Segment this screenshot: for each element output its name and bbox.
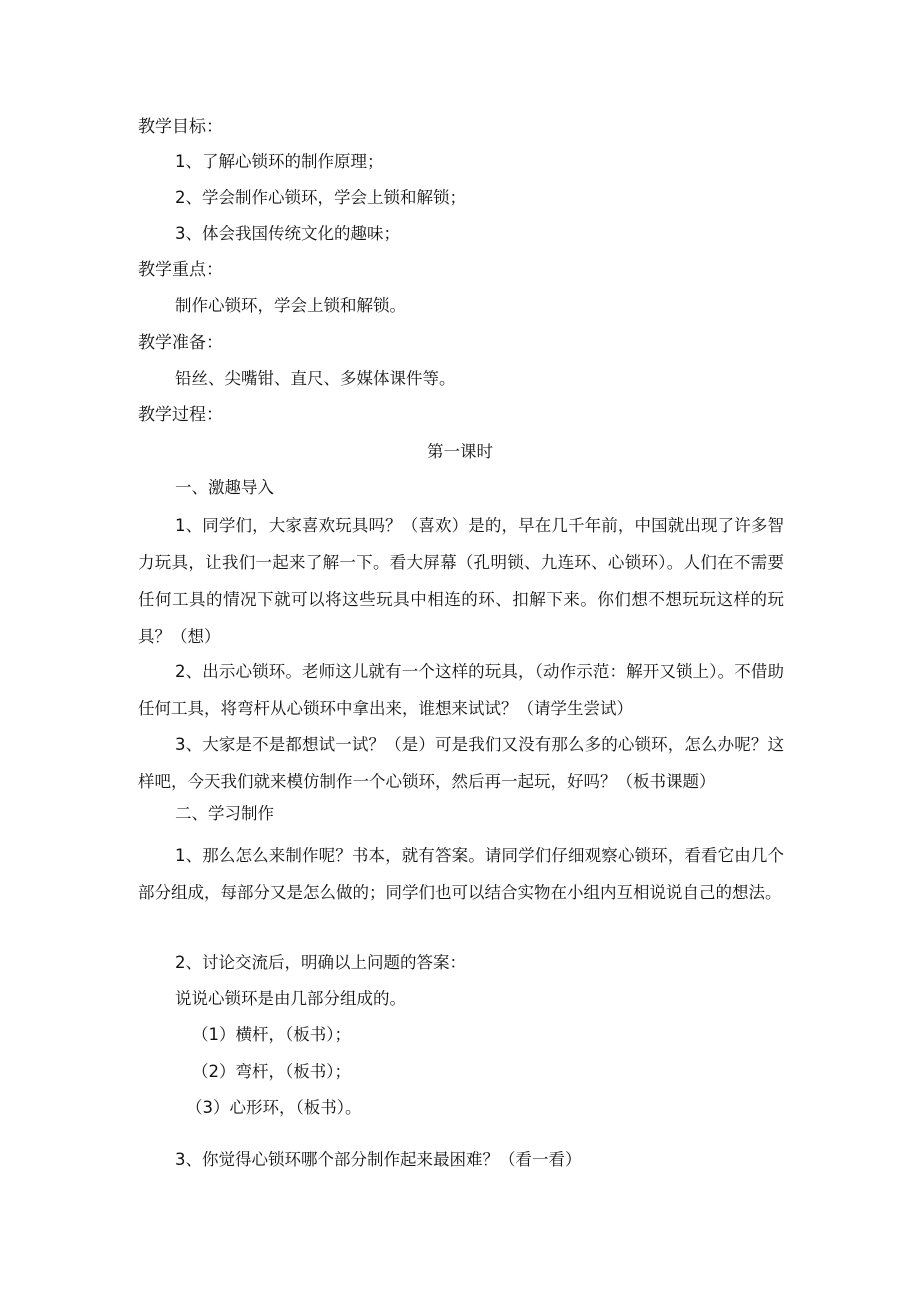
goal-item: 3、体会我国传统文化的趣味； [175,224,400,243]
part2-paragraph-3: 3、你觉得心锁环哪个部分制作起来最困难？（看一看） [175,1150,582,1169]
parts-list-item: （3）心形环，（板书）。 [186,1098,362,1117]
process-heading: 教学过程： [138,405,223,425]
parts-list-item: （1）横杆，（板书）； [192,1025,351,1044]
focus-heading: 教学重点： [138,260,223,280]
part2-paragraph-2: 2、讨论交流后，明确以上问题的答案： [175,953,466,972]
part1-paragraph-2: 2、出示心锁环。老师这儿就有一个这样的玩具，（动作示范：解开又锁上）。不借助任何工具，将弯杆从心锁环中拿出来，谁想来试试？（请学生尝试） [138,662,784,718]
focus-text: 制作心锁环，学会上锁和解锁。 [175,296,406,315]
prep-heading: 教学准备： [138,333,223,353]
goal-item: 2、学会制作心锁环，学会上锁和解锁； [175,188,466,207]
part2-paragraph-2b: 说说心锁环是由几部分组成的。 [175,989,406,1008]
part1-heading: 一、激趣导入 [175,478,274,497]
part2-paragraph-1: 1、那么怎么来制作呢？书本，就有答案。请同学们仔细观察心锁环，看看它由几个部分组成，每部分又是怎么做的；同学们也可以结合实物在小组内互相说说自己的想法。 [138,846,784,902]
part2-heading: 二、学习制作 [175,804,274,823]
part1-paragraph-1: 1、同学们，大家喜欢玩具吗？（喜欢）是的，早在几千年前，中国就出现了许多智力玩具，让我们一起来了解一下。看大屏幕（孔明锁、九连环、心锁环）。人们在不需要任何工具的情况下就可以将这些玩具中相连的环、扣解下来。你们想不想玩玩这样的玩具？（想） [138,516,784,646]
lesson-title: 第一课时 [427,442,493,461]
goals-heading: 教学目标： [138,117,223,137]
goal-item: 1、了解心锁环的制作原理； [175,152,384,171]
parts-list-item: （2）弯杆，（板书）； [192,1062,351,1081]
prep-text: 铅丝、尖嘴钳、直尺、多媒体课件等。 [175,369,456,388]
part1-paragraph-3: 3、大家是不是都想试一试？（是）可是我们又没有那么多的心锁环，怎么办呢？这样吧，今天我们就来模仿制作一个心锁环，然后再一起玩，好吗？（板书课题） [138,735,784,791]
